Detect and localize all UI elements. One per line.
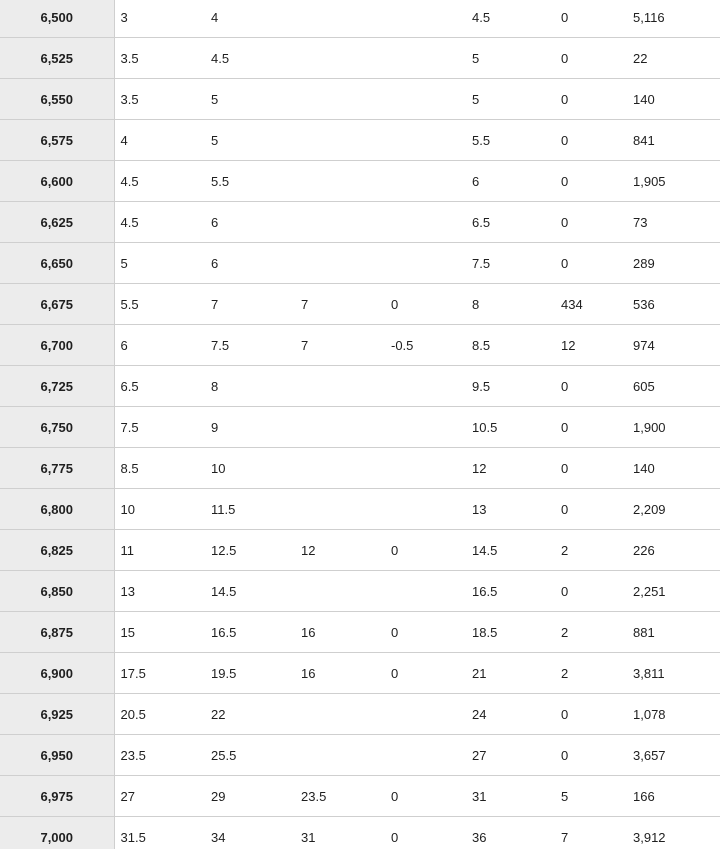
- table-cell-c5: 24: [466, 694, 555, 735]
- table-cell-c7: 1,078: [627, 694, 720, 735]
- table-cell-c6: 434: [555, 284, 627, 325]
- table-cell-c2: 34: [205, 817, 295, 849]
- table-cell-c4: 0: [385, 653, 466, 694]
- table-row[interactable]: [0, 79, 720, 120]
- table-cell-c6: 0: [555, 161, 627, 202]
- table-cell-c1: 6: [114, 325, 205, 366]
- table-cell-c3: [295, 243, 385, 284]
- table-row[interactable]: [0, 530, 720, 571]
- table-row[interactable]: [0, 120, 720, 161]
- table-cell-c5: 10.5: [466, 407, 555, 448]
- table-row[interactable]: [0, 202, 720, 243]
- table-cell-c2: 25.5: [205, 735, 295, 776]
- table-cell-c3: 16: [295, 612, 385, 653]
- table-cell-c7: 22: [627, 38, 720, 79]
- table-cell-c6: 0: [555, 202, 627, 243]
- table-cell-c5: 6.5: [466, 202, 555, 243]
- strike-price-cell: 6,525: [0, 38, 114, 79]
- table-cell-c6: 7: [555, 817, 627, 849]
- table-row[interactable]: [0, 366, 720, 407]
- table-cell-c3: 23.5: [295, 776, 385, 817]
- table-cell-c4: [385, 489, 466, 530]
- table-cell-c4: [385, 0, 466, 38]
- table-cell-c7: 166: [627, 776, 720, 817]
- table-cell-c7: 841: [627, 120, 720, 161]
- table-row[interactable]: [0, 776, 720, 817]
- strike-price-cell: 6,900: [0, 653, 114, 694]
- table-cell-c4: [385, 79, 466, 120]
- table-cell-c5: 27: [466, 735, 555, 776]
- strike-price-cell: 6,550: [0, 79, 114, 120]
- table-cell-c4: [385, 202, 466, 243]
- table-cell-c1: 13: [114, 571, 205, 612]
- table-cell-c7: 881: [627, 612, 720, 653]
- table-row[interactable]: [0, 161, 720, 202]
- table-cell-c7: 140: [627, 448, 720, 489]
- table-cell-c6: 0: [555, 243, 627, 284]
- table-cell-c4: 0: [385, 284, 466, 325]
- table-cell-c3: 7: [295, 325, 385, 366]
- strike-price-cell: 6,975: [0, 776, 114, 817]
- table-cell-c4: 0: [385, 817, 466, 849]
- table-cell-c5: 5: [466, 79, 555, 120]
- table-cell-c5: 9.5: [466, 366, 555, 407]
- table-cell-c5: 13: [466, 489, 555, 530]
- table-cell-c6: 0: [555, 79, 627, 120]
- table-cell-c4: 0: [385, 530, 466, 571]
- table-cell-c2: 11.5: [205, 489, 295, 530]
- table-cell-c5: 36: [466, 817, 555, 849]
- table-cell-c6: 0: [555, 448, 627, 489]
- table-cell-c5: 5: [466, 38, 555, 79]
- table-cell-c5: 14.5: [466, 530, 555, 571]
- table-cell-c5: 21: [466, 653, 555, 694]
- table-row[interactable]: [0, 694, 720, 735]
- strike-price-cell: 6,700: [0, 325, 114, 366]
- table-cell-c4: 0: [385, 612, 466, 653]
- table-cell-c6: 0: [555, 489, 627, 530]
- table-cell-c3: [295, 489, 385, 530]
- table-cell-c4: [385, 38, 466, 79]
- table-row[interactable]: [0, 325, 720, 366]
- table-cell-c6: 0: [555, 38, 627, 79]
- strike-price-cell: 6,875: [0, 612, 114, 653]
- table-cell-c6: 0: [555, 366, 627, 407]
- table-cell-c2: 7.5: [205, 325, 295, 366]
- strike-price-cell: 6,950: [0, 735, 114, 776]
- table-cell-c4: [385, 243, 466, 284]
- table-row[interactable]: [0, 243, 720, 284]
- table-cell-c7: 289: [627, 243, 720, 284]
- table-cell-c1: 3: [114, 0, 205, 38]
- strike-price-cell: 6,850: [0, 571, 114, 612]
- table-cell-c1: 10: [114, 489, 205, 530]
- strike-price-cell: 6,625: [0, 202, 114, 243]
- table-cell-c5: 8.5: [466, 325, 555, 366]
- table-cell-c3: 31: [295, 817, 385, 849]
- strike-price-cell: 6,650: [0, 243, 114, 284]
- table-cell-c1: 4: [114, 120, 205, 161]
- table-row[interactable]: [0, 571, 720, 612]
- table-cell-c2: 5: [205, 79, 295, 120]
- table-cell-c7: 974: [627, 325, 720, 366]
- table-cell-c3: [295, 735, 385, 776]
- table-cell-c7: 5,116: [627, 0, 720, 38]
- strike-price-cell: 6,500: [0, 0, 114, 38]
- table-cell-c2: 29: [205, 776, 295, 817]
- table-cell-c1: 6.5: [114, 366, 205, 407]
- table-cell-c2: 6: [205, 243, 295, 284]
- table-cell-c3: 7: [295, 284, 385, 325]
- table-cell-c7: 1,905: [627, 161, 720, 202]
- table-cell-c3: [295, 694, 385, 735]
- table-cell-c5: 4.5: [466, 0, 555, 38]
- table-cell-c4: [385, 161, 466, 202]
- strike-price-cell: 6,800: [0, 489, 114, 530]
- table-cell-c1: 31.5: [114, 817, 205, 849]
- table-cell-c3: [295, 202, 385, 243]
- table-cell-c5: 12: [466, 448, 555, 489]
- table-cell-c5: 7.5: [466, 243, 555, 284]
- table-cell-c1: 15: [114, 612, 205, 653]
- table-cell-c1: 4.5: [114, 161, 205, 202]
- table-row[interactable]: [0, 407, 720, 448]
- table-cell-c6: 12: [555, 325, 627, 366]
- table-cell-c2: 5.5: [205, 161, 295, 202]
- table-cell-c3: [295, 79, 385, 120]
- table-cell-c1: 5: [114, 243, 205, 284]
- table-cell-c5: 31: [466, 776, 555, 817]
- table-cell-c4: [385, 407, 466, 448]
- table-row[interactable]: [0, 735, 720, 776]
- table-cell-c6: 2: [555, 530, 627, 571]
- table-cell-c2: 12.5: [205, 530, 295, 571]
- table-cell-c4: [385, 571, 466, 612]
- table-row[interactable]: [0, 612, 720, 653]
- table-cell-c2: 7: [205, 284, 295, 325]
- strike-price-cell: 7,000: [0, 817, 114, 849]
- table-cell-c2: 19.5: [205, 653, 295, 694]
- table-cell-c3: [295, 407, 385, 448]
- strike-price-cell: 6,675: [0, 284, 114, 325]
- table-cell-c6: 0: [555, 571, 627, 612]
- table-cell-c4: [385, 694, 466, 735]
- strike-price-cell: 6,750: [0, 407, 114, 448]
- table-cell-c1: 5.5: [114, 284, 205, 325]
- table-cell-c3: [295, 366, 385, 407]
- table-cell-c7: 140: [627, 79, 720, 120]
- table-cell-c7: 536: [627, 284, 720, 325]
- table-cell-c6: 0: [555, 694, 627, 735]
- table-cell-c7: 73: [627, 202, 720, 243]
- strike-price-cell: 6,925: [0, 694, 114, 735]
- table-cell-c3: [295, 38, 385, 79]
- table-row[interactable]: [0, 448, 720, 489]
- table-cell-c7: 605: [627, 366, 720, 407]
- strike-price-cell: 6,725: [0, 366, 114, 407]
- table-cell-c6: 2: [555, 653, 627, 694]
- table-cell-c7: 1,900: [627, 407, 720, 448]
- table-row[interactable]: [0, 489, 720, 530]
- table-row[interactable]: [0, 284, 720, 325]
- table-cell-c4: [385, 366, 466, 407]
- table-cell-c2: 6: [205, 202, 295, 243]
- table-cell-c6: 0: [555, 120, 627, 161]
- table-cell-c6: 5: [555, 776, 627, 817]
- table-cell-c1: 7.5: [114, 407, 205, 448]
- table-cell-c2: 14.5: [205, 571, 295, 612]
- table-cell-c2: 8: [205, 366, 295, 407]
- strike-price-cell: 6,600: [0, 161, 114, 202]
- table-cell-c3: 12: [295, 530, 385, 571]
- strike-price-cell: 6,575: [0, 120, 114, 161]
- table-cell-c4: [385, 735, 466, 776]
- table-cell-c5: 5.5: [466, 120, 555, 161]
- table-cell-c7: 2,251: [627, 571, 720, 612]
- table-cell-c1: 17.5: [114, 653, 205, 694]
- table-cell-c3: [295, 120, 385, 161]
- table-cell-c1: 8.5: [114, 448, 205, 489]
- table-cell-c6: 0: [555, 407, 627, 448]
- table-cell-c6: 2: [555, 612, 627, 653]
- table-cell-c6: 0: [555, 735, 627, 776]
- table-cell-c5: 18.5: [466, 612, 555, 653]
- table-cell-c2: 5: [205, 120, 295, 161]
- table-cell-c1: 11: [114, 530, 205, 571]
- table-cell-c7: 3,657: [627, 735, 720, 776]
- table-cell-c7: 2,209: [627, 489, 720, 530]
- table-cell-c2: 10: [205, 448, 295, 489]
- strike-price-cell: 6,825: [0, 530, 114, 571]
- table-cell-c7: 3,912: [627, 817, 720, 849]
- table-cell-c2: 16.5: [205, 612, 295, 653]
- table-cell-c6: 0: [555, 0, 627, 38]
- table-cell-c1: 23.5: [114, 735, 205, 776]
- table-cell-c3: [295, 161, 385, 202]
- table-cell-c4: [385, 120, 466, 161]
- table-cell-c3: 16: [295, 653, 385, 694]
- strike-price-cell: 6,775: [0, 448, 114, 489]
- table-cell-c1: 3.5: [114, 79, 205, 120]
- table-cell-c5: 16.5: [466, 571, 555, 612]
- table-cell-c4: [385, 448, 466, 489]
- table-cell-c5: 6: [466, 161, 555, 202]
- table-cell-c2: 4: [205, 0, 295, 38]
- table-cell-c4: -0.5: [385, 325, 466, 366]
- table-cell-c1: 27: [114, 776, 205, 817]
- table-row[interactable]: [0, 0, 720, 38]
- table-cell-c1: 3.5: [114, 38, 205, 79]
- table-cell-c7: 3,811: [627, 653, 720, 694]
- table-cell-c3: [295, 448, 385, 489]
- table-cell-c2: 22: [205, 694, 295, 735]
- table-cell-c4: 0: [385, 776, 466, 817]
- table-cell-c2: 4.5: [205, 38, 295, 79]
- table-cell-c3: [295, 571, 385, 612]
- table-cell-c5: 8: [466, 284, 555, 325]
- table-row[interactable]: [0, 653, 720, 694]
- table-cell-c3: [295, 0, 385, 38]
- table-cell-c1: 4.5: [114, 202, 205, 243]
- table-row[interactable]: [0, 817, 720, 849]
- table-cell-c2: 9: [205, 407, 295, 448]
- table-cell-c1: 20.5: [114, 694, 205, 735]
- table-cell-c7: 226: [627, 530, 720, 571]
- table-row[interactable]: [0, 38, 720, 79]
